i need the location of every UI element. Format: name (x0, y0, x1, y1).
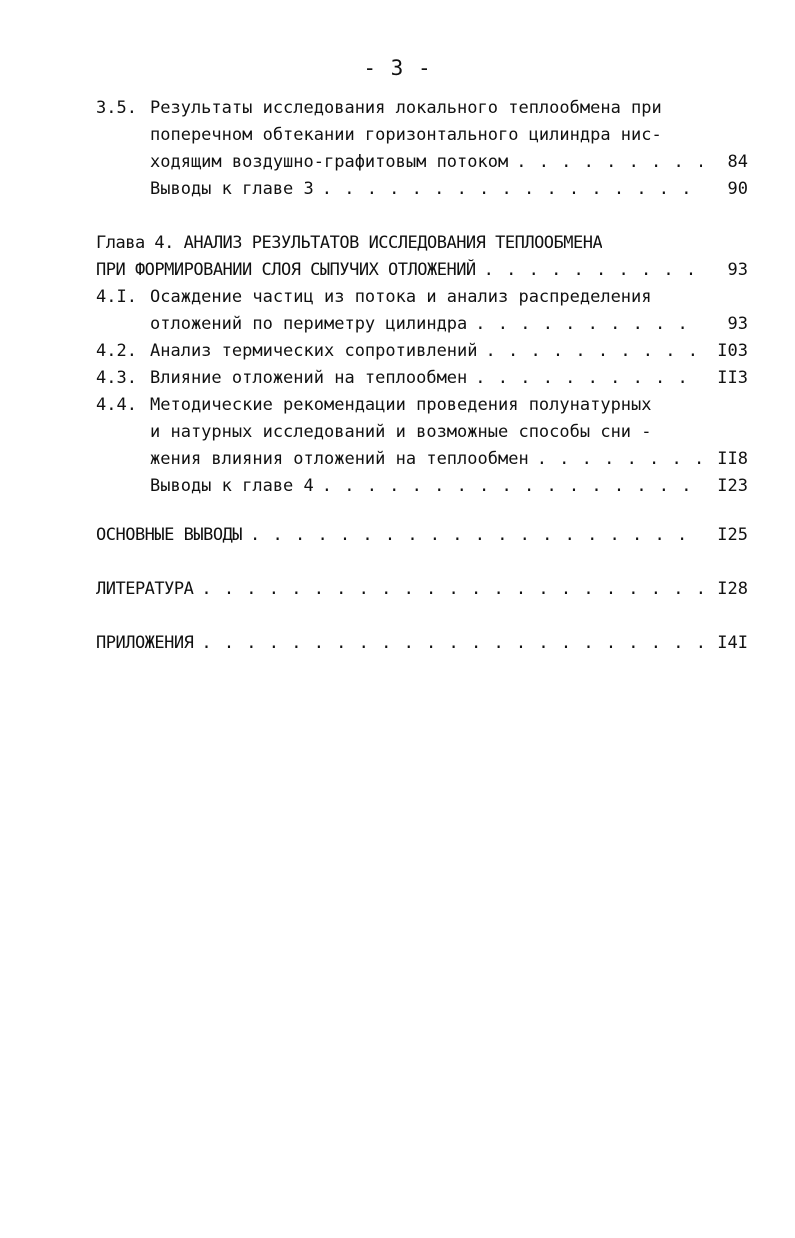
toc-entry-4-2-number: 4.2. (96, 341, 137, 361)
toc-entry-conclusions-3-text: Выводы к главе 3 (150, 179, 314, 199)
leader-dots (537, 446, 702, 472)
toc-entry-appendices-text: ПРИЛОЖЕНИЯ (96, 633, 194, 653)
toc-entry-conclusions-4-text: Выводы к главе 4 (150, 476, 314, 496)
leader-dots (484, 257, 702, 283)
leader-dots (516, 149, 702, 175)
toc-entry-4-1-page: 93 (727, 314, 748, 334)
toc-entry-3-5-line2: поперечном обтекании горизонтального цилиндра нис- (150, 125, 662, 145)
toc-entry-4-2-text: Анализ термических сопротивлений (150, 341, 478, 361)
toc-entry-4-4-number: 4.4. (96, 395, 137, 415)
toc-entry-4-1-line2 (150, 311, 710, 337)
toc-entry-4-4-line2: и натурных исследований и возможные способы сни - (150, 422, 652, 442)
toc-entry-4-3-page: II3 (717, 368, 748, 388)
leader-dots (201, 576, 702, 602)
toc-entry-3-5-page: 84 (727, 152, 748, 172)
leader-dots (322, 473, 702, 499)
toc-entry-appendices-page: I4I (717, 633, 748, 653)
toc-entry-appendices (96, 630, 710, 656)
leader-dots (475, 311, 702, 337)
toc-chapter-4-page: 93 (727, 260, 748, 280)
leader-dots (486, 338, 702, 364)
toc-entry-4-4-line3 (150, 446, 710, 472)
leader-dots (322, 176, 702, 202)
leader-dots (250, 522, 702, 548)
toc-entry-4-4-page: II8 (717, 449, 748, 469)
toc-entry-4-1-line2-text: отложений по периметру цилиндра (150, 314, 468, 334)
leader-dots (201, 630, 702, 656)
page-number: - 3 - (363, 56, 432, 80)
toc-entry-4-4-line3-text: жения влияния отложений на теплообмен (150, 449, 529, 469)
toc-entry-4-1-number: 4.I. (96, 287, 137, 307)
toc-entry-3-5-line1: Результаты исследования локального теплообмена при (150, 98, 662, 118)
toc-entry-main-conclusions-page: I25 (717, 525, 748, 545)
toc-entry-main-conclusions-text: ОСНОВНЫЕ ВЫВОДЫ (96, 525, 243, 545)
toc-entry-4-2-page: I03 (717, 341, 748, 361)
toc-entry-conclusions-4 (150, 473, 710, 499)
toc-entry-4-1-line1: Осаждение частиц из потока и анализ распределения (150, 287, 652, 307)
toc-entry-4-3-number: 4.3. (96, 368, 137, 388)
toc-entry-3-5-line3 (150, 149, 710, 175)
toc-entry-conclusions-4-page: I23 (717, 476, 748, 496)
toc-entry-literature (96, 576, 710, 602)
toc-entry-4-3 (150, 365, 710, 391)
toc-entry-main-conclusions (96, 522, 710, 548)
toc-chapter-4-line1: Глава 4. АНАЛИЗ РЕЗУЛЬТАТОВ ИССЛЕДОВАНИЯ ТЕПЛООБМЕНА (96, 233, 603, 253)
toc-entry-literature-page: I28 (717, 579, 748, 599)
leader-dots (475, 365, 702, 391)
toc-entry-4-3-text: Влияние отложений на теплообмен (150, 368, 468, 388)
toc-chapter-4-line2-text: ПРИ ФОРМИРОВАНИИ СЛОЯ СЫПУЧИХ ОТЛОЖЕНИЙ (96, 260, 476, 280)
toc-chapter-4-line2 (96, 257, 710, 283)
toc-entry-conclusions-3 (150, 176, 710, 202)
toc-entry-4-4-line1: Методические рекомендации проведения полунатурных (150, 395, 652, 415)
toc-entry-conclusions-3-page: 90 (727, 179, 748, 199)
toc-entry-3-5-line3-text: ходящим воздушно-графитовым потоком (150, 152, 509, 172)
toc-entry-4-2 (150, 338, 710, 364)
toc-entry-literature-text: ЛИТЕРАТУРА (96, 579, 194, 599)
toc-entry-3-5-number: 3.5. (96, 98, 137, 118)
